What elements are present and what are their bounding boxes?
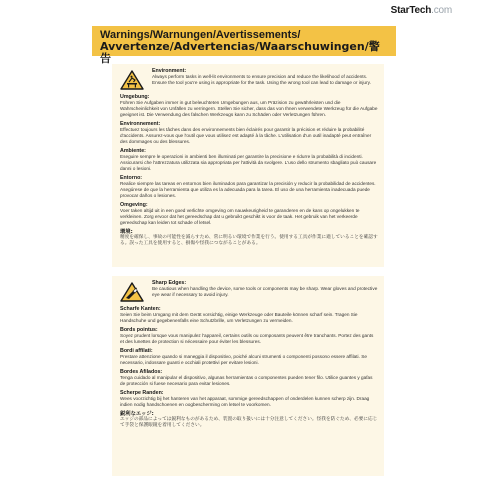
section-heading: Bordi affilati: (120, 348, 153, 355)
bordi-affilati-section (120, 348, 378, 366)
section-text: 精度を確保し、事故の可能性を減らすため、常に明るい環境で作業を行う。使用する工具が作業に適していることを確認する。誤った工具を使用すると、損傷や怪我につながることがある。 (120, 234, 378, 246)
section-heading: Umgebung: (120, 94, 150, 100)
section-heading: Bords pointus: (120, 327, 158, 334)
section-text: Effectuez toujours les tâches dans des environnements bien éclairés pour garantir la précision et réduire la probabilité d'accidents. Assurez-vous que l'outil que vous utilisez est adapté à la tâche. L'utilisation d'un outil inadapté peut entraîner des dommages ou des blessures. (120, 127, 372, 144)
environment-section (152, 68, 378, 86)
section-text: Tenga cuidado al manipular el dispositivo, algunas herramientas o componentes pueden tener filo. Utilice guantes y gafas de protección si fuese necesario para evitar lesiones. (120, 375, 373, 387)
section-heading: Scharfe Kanten: (120, 306, 161, 312)
section-text: Seien Sie beim Umgang mit dem Gerät vorsichtig, einige Werkzeuge oder Bauteile können scharf sein. Tragen Sie Handschuhe und gegebenenfalls eine Schutzbrille, um Verletzungen zu vermeiden. (120, 312, 358, 324)
section-text: Eseguire sempre le operazioni in ambienti ben illuminati per garantire la precisione e ridurre la probabilità di incidenti. Assicurarsi che l'attrezzatura utilizzata sia appropriata per l'attività da svolgere. L'uso dello strumento sbagliato può causare danni o lesioni. (120, 154, 377, 171)
section-heading: Entorno: (120, 174, 143, 181)
section-text: Voer taken altijd uit in een goed verlichte omgeving om nauwkeurigheid te garanderen en de kans op ongelukken te verkleinen. Zorg ervoor dat het gereedschap dat u gebruikt geschikt is voor de taak. Het gebruik van het verkeerde gereedschap kan leiden tot schade of letsel. (120, 207, 360, 225)
section-heading: 鋭利なエッジ: (120, 411, 154, 418)
section-text: エッジの部品によっては鋭利なものがあるため、装置の取り扱いには十分注意してください。怪我を防ぐため、必要に応じて手袋と保護眼鏡を着用してください。 (120, 417, 378, 429)
section-text: Führen Sie Aufgaben immer in gut beleuchteten Umgebungen aus, um Präzision zu gewährleisten und die Wahrscheinlichkeit von Unfällen zu verringern. Stellen Sie sicher, dass das von Ihnen verwendete Werkzeug für die Aufgabe geeignet ist. Die Verwendung des falschen Werkzeugs kann zu Schäden oder Verletzungen führen. (120, 100, 378, 118)
section-text: Wees voorzichtig bij het hanteren van het apparaat, sommige gereedschappen of onderdelen kunnen scherp zijn. Draag indien nodig handschoenen en oogbescherming om letsel te voorkomen. (120, 396, 370, 408)
section-text: Always perform tasks in well-lit environments to ensure precision and reduce the likelihood of accidents. Ensure the tool you're using is appropriate for the task. Using the wrong tool can lead to damage or injury. (152, 74, 371, 86)
japanese-sharp-edges-section (120, 411, 378, 429)
section-heading: Bordes Afilados: (120, 369, 163, 376)
environnement-section (120, 121, 378, 145)
section-heading: Omgeving: (120, 201, 148, 208)
environment-lead (120, 68, 378, 90)
warnings-banner (92, 26, 396, 65)
omgeving-section (120, 202, 378, 226)
section-heading: 環境: (120, 228, 133, 235)
scherpe-randen-section (120, 390, 378, 408)
entorno-section (120, 175, 378, 199)
sharp-edges-section (152, 280, 378, 298)
japanese-environment-section (120, 229, 378, 247)
scharfe-kanten-section (120, 306, 378, 324)
banner-title-line-2: Avvertenze/Advertencias/Waarschuwingen/警告 (100, 40, 380, 65)
startech-logo: StarTech.com (390, 5, 452, 16)
umgebung-section (120, 94, 378, 118)
bords-pointus-section (120, 327, 378, 345)
section-heading: Environment: (152, 68, 187, 74)
section-heading: Ambiente: (120, 147, 146, 154)
section-text: Be cautious when handling the device, some tools or components may be sharp. Wear gloves and protective eye wear if necessary to avoid injury. (152, 286, 378, 298)
work-area-hazard-icon (120, 70, 144, 90)
sharp-edges-warning-panel (112, 276, 384, 476)
section-heading: Sharp Edges: (152, 280, 187, 286)
sharp-edges-lead (120, 280, 378, 302)
section-text: Soyez prudent lorsque vous manipulez l'appareil, certains outils ou composants peuvent être tranchants. Portez des gants et des lunettes de protection si nécessaire pour éviter les blessures. (120, 333, 374, 345)
sharp-edges-hazard-icon (120, 282, 144, 302)
section-text: Realice siempre las tareas en entornos bien iluminados para garantizar la precisión y reducir la probabilidad de accidentes. Asegúrese de que la herramienta que utiliza es la adecuada para la tarea. El uso de una herramienta inadecuada puede provocar daños o lesiones. (120, 180, 376, 198)
banner-title-line-1: Warnings/Warnungen/Avertissements/ (100, 29, 301, 41)
environment-warning-panel (112, 64, 384, 267)
ambiente-section (120, 148, 378, 172)
section-heading: Environnement: (120, 120, 161, 127)
section-heading: Scherpe Randen: (120, 390, 164, 397)
section-text: Prestare attenzione quando si maneggia il dispositivo, poiché alcuni strumenti o componenti possono essere affilati. Se necessario, indossare guanti e occhiali protettivi per evitare lesioni. (120, 354, 367, 366)
bordes-afilados-section (120, 369, 378, 387)
